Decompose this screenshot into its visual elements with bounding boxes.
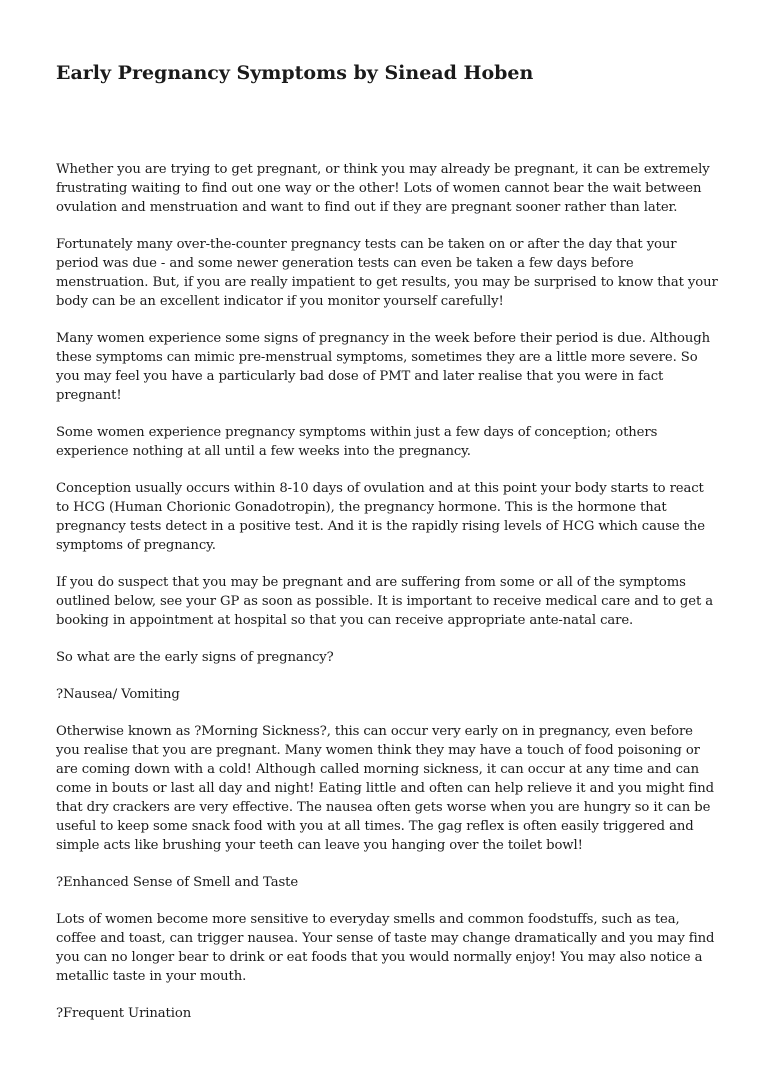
- paragraph-timing: Some women experience pregnancy symptoms within just a few days of conception; others experience nothing at all until a few weeks into the pregnancy.: [56, 425, 658, 459]
- section-heading-nausea: ?Nausea/ Vomiting: [56, 687, 180, 702]
- paragraph-question: So what are the early signs of pregnancy?: [56, 650, 334, 665]
- paragraph-smell-taste: Lots of women become more sensitive to everyday smells and common foodstuffs, such as tea, coffee and toast, can trigger nausea. Your sense of taste may change dramatically and you may find you can no longer bear to drink or eat foods that you would normally enjoy! You may also notice a metallic taste in your mouth.: [56, 912, 715, 984]
- paragraph-signs-before-period: Many women experience some signs of pregnancy in the week before their period is due. Although these symptoms can mimic pre-menstrual symptoms, sometimes they are a little more severe. So you may feel you have a particularly bad dose of PMT and later realise that you were in fact pregnant!: [56, 331, 710, 403]
- document-body: [56, 160, 718, 1041]
- paragraph-nausea: Otherwise known as ?Morning Sickness?, this can occur very early on in pregnancy, even before you realise that you are pregnant. Many women think they may have a touch of food poisoning or are coming down with a cold! Although called morning sickness, it can occur at any time and can come in bouts or last all day and night! Eating little and often can help relieve it and you might find that dry crackers are very effective. The nausea often gets worse when you are hungry so it can be useful to keep some snack food with you at all times. The gag reflex is often easily triggered and simple acts like brushing your teeth can leave you hanging over the toilet bowl!: [56, 724, 715, 853]
- paragraph-intro: Whether you are trying to get pregnant, or think you may already be pregnant, it can be extremely frustrating waiting to find out one way or the other! Lots of women cannot bear the wait between ovulation and menstruation and want to find out if they are pregnant sooner rather than later.: [56, 162, 710, 215]
- section-heading-urination: ?Frequent Urination: [56, 1006, 192, 1021]
- section-heading-smell-taste: ?Enhanced Sense of Smell and Taste: [56, 875, 299, 890]
- paragraph-tests: Fortunately many over-the-counter pregnancy tests can be taken on or after the day that your period was due - and some newer generation tests can even be taken a few days before menstruation. But, if you are really impatient to get results, you may be surprised to know that your body can be an excellent indicator if you monitor yourself carefully!: [56, 237, 718, 309]
- paragraph-see-gp: If you do suspect that you may be pregnant and are suffering from some or all of the symptoms outlined below, see your GP as soon as possible. It is important to receive medical care and to get a booking in appointment at hospital so that you can receive appropriate ante-natal care.: [56, 575, 714, 628]
- paragraph-conception: Conception usually occurs within 8-10 days of ovulation and at this point your body starts to react to HCG (Human Chorionic Gonadotropin), the pregnancy hormone. This is the hormone that pregnancy tests detect in a positive test. And it is the rapidly rising levels of HCG which cause the symptoms of pregnancy.: [56, 481, 706, 553]
- document-title: Early Pregnancy Symptoms by Sinead Hoben: [56, 62, 534, 84]
